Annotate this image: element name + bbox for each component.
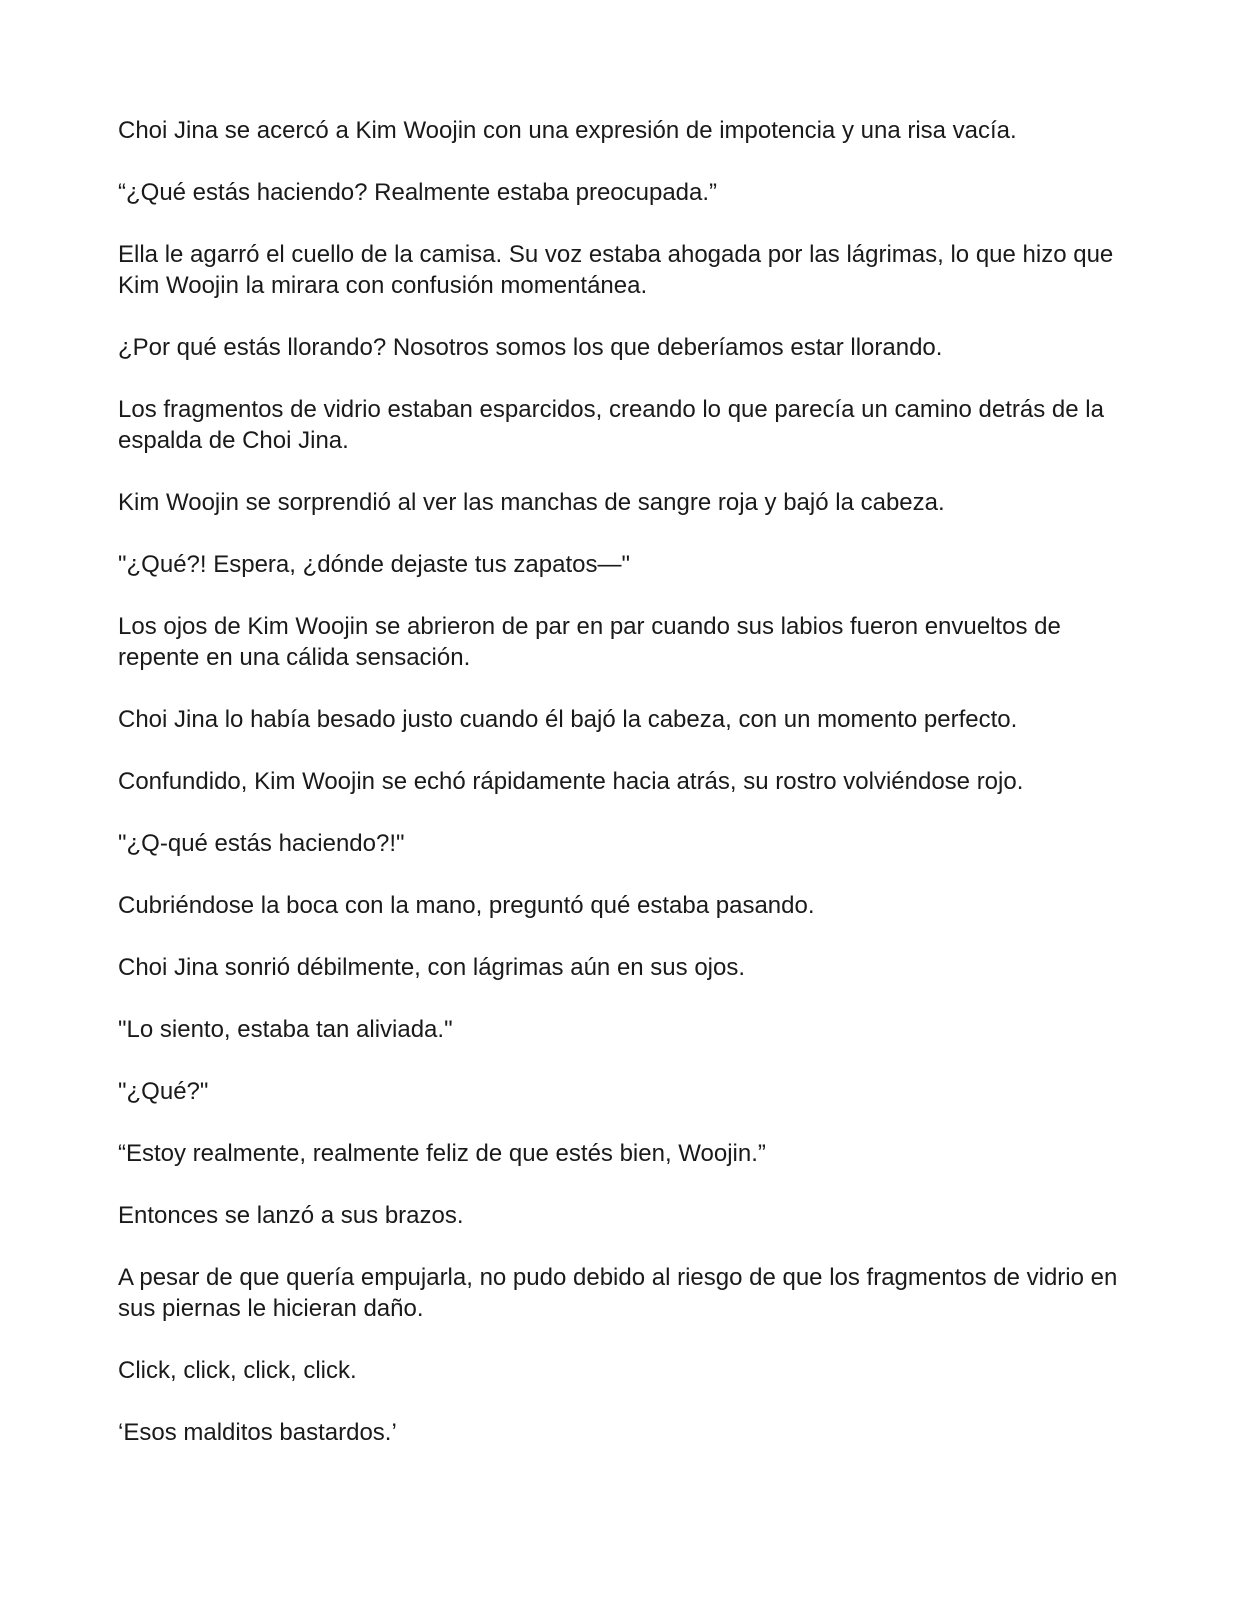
paragraph: Click, click, click, click.	[118, 1357, 357, 1384]
paragraph: ¿Por qué estás llorando? Nosotros somos los que deberíamos estar llorando.	[118, 334, 943, 361]
paragraph: Confundido, Kim Woojin se echó rápidamente hacia atrás, su rostro volviéndose rojo.	[118, 768, 1024, 795]
paragraph: "¿Qué?"	[118, 1078, 209, 1105]
paragraph: Entonces se lanzó a sus brazos.	[118, 1202, 464, 1229]
paragraph: ‘Esos malditos bastardos.’	[118, 1419, 397, 1446]
paragraph: "Lo siento, estaba tan aliviada."	[118, 1016, 453, 1043]
paragraph: Choi Jina sonrió débilmente, con lágrimas aún en sus ojos.	[118, 954, 746, 981]
paragraph: Choi Jina lo había besado justo cuando él bajó la cabeza, con un momento perfecto.	[118, 706, 1018, 733]
document-body	[118, 115, 1128, 1479]
paragraph: Cubriéndose la boca con la mano, preguntó qué estaba pasando.	[118, 892, 815, 919]
paragraph: Choi Jina se acercó a Kim Woojin con una expresión de impotencia y una risa vacía.	[118, 117, 1017, 144]
paragraph: Kim Woojin se sorprendió al ver las manchas de sangre roja y bajó la cabeza.	[118, 489, 945, 516]
paragraph: “Estoy realmente, realmente feliz de que estés bien, Woojin.”	[118, 1140, 766, 1167]
paragraph: "¿Qué?! Espera, ¿dónde dejaste tus zapatos—"	[118, 551, 630, 578]
paragraph: "¿Q-qué estás haciendo?!"	[118, 830, 405, 857]
paragraph: Los ojos de Kim Woojin se abrieron de par en par cuando sus labios fueron envueltos de repente en una cálida sensación.	[118, 613, 1061, 671]
paragraph: “¿Qué estás haciendo? Realmente estaba preocupada.”	[118, 179, 718, 206]
paragraph: Ella le agarró el cuello de la camisa. Su voz estaba ahogada por las lágrimas, lo que hizo que Kim Woojin la mirara con confusión momentánea.	[118, 241, 1114, 299]
paragraph: Los fragmentos de vidrio estaban esparcidos, creando lo que parecía un camino detrás de la espalda de Choi Jina.	[118, 396, 1104, 454]
paragraph: A pesar de que quería empujarla, no pudo debido al riesgo de que los fragmentos de vidrio en sus piernas le hicieran daño.	[118, 1264, 1118, 1322]
